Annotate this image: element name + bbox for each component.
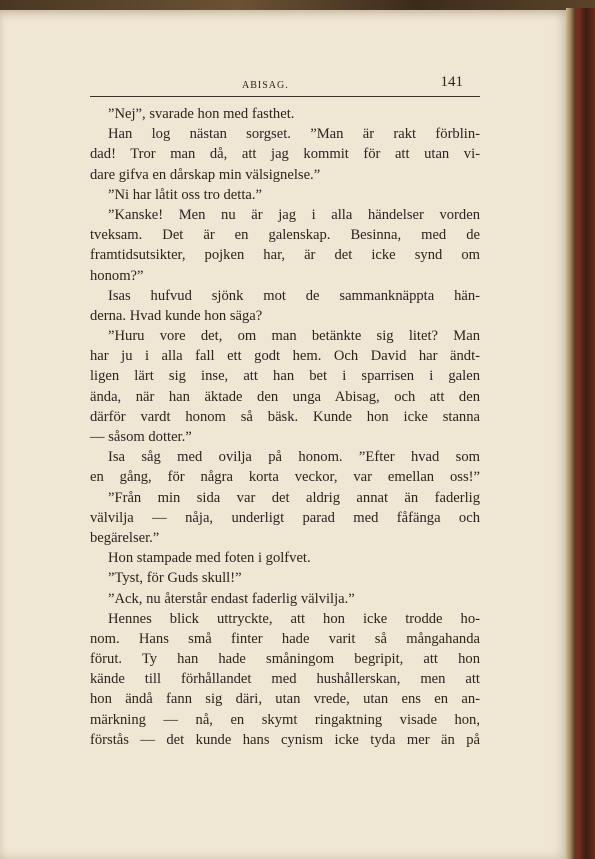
- text-line: dare gifva en dårskap min välsignelse.”: [90, 166, 321, 183]
- text-line: förstås — det kunde hans cynism icke tyda mer än på: [90, 731, 480, 748]
- text-line: ”Huru vore det, om man betänkte sig litet? Man: [108, 328, 480, 345]
- text-line: hon ändå fann sig däri, utan vrede, utan ens en an-: [90, 691, 480, 708]
- text-line: kände till förhållandet med hushållerskan, men att: [90, 671, 480, 688]
- text-line: framtidsutsikter, pojken har, är det icke synd om: [90, 247, 480, 264]
- body-text: [90, 104, 480, 750]
- text-line: Isas hufvud sjönk mot de sammanknäppta hän-: [108, 287, 480, 304]
- text-line: märkning — nå, en skymt ringaktning visade hon,: [90, 711, 480, 728]
- text-line: tveksam. Det är en galenskap. Besinna, med de: [90, 227, 480, 244]
- running-head: ABISAG.: [242, 80, 289, 91]
- text-line: en gång, för några korta veckor, var emellan oss!”: [90, 469, 480, 486]
- text-line: begärelser.”: [90, 529, 160, 546]
- text-line: derna. Hvad kunde hon säga?: [90, 307, 263, 324]
- text-line: ligen lärt sig inse, att han bet i sparrisen i galen: [90, 368, 480, 385]
- page-number: 141: [440, 74, 463, 90]
- text-line: Hon stampade med foten i golfvet.: [108, 550, 311, 567]
- text-line: välvilja — nåja, underligt parad med fåfänga och: [90, 509, 480, 526]
- text-line: har ju i alla fall ett godt hem. Och David har ändt-: [90, 348, 480, 365]
- text-line: ”Från min sida var det aldrig annat än faderlig: [108, 489, 480, 506]
- text-line: ”Ack, nu återstår endast faderlig välvilja.”: [108, 590, 355, 607]
- text-line: förut. Ty han hade småningom begripit, att hon: [90, 651, 480, 668]
- text-line: — såsom dotter.”: [90, 429, 192, 445]
- text-line: ”Kanske! Men nu är jag i alla händelser vorden: [108, 206, 480, 223]
- text-line: ”Ni har låtit oss tro detta.”: [108, 186, 262, 203]
- text-line: honom?”: [90, 267, 144, 284]
- text-line: nom. Hans små finter hade varit så mångahanda: [90, 630, 480, 647]
- page-header: [90, 74, 480, 97]
- text-line: dad! Tror man då, att jag kommit för att utan vi-: [90, 146, 480, 163]
- text-line: ”Tyst, för Guds skull!”: [108, 570, 242, 587]
- text-line: ända, när han äktade den unga Abisag, och att den: [90, 388, 480, 405]
- text-line: därför vardt honom så bäsk. Kunde hon icke stanna: [90, 408, 480, 425]
- text-line: Hennes blick uttryckte, att hon icke trodde ho-: [108, 610, 480, 627]
- text-line: Isa såg med ovilja på honom. ”Efter hvad som: [108, 449, 480, 466]
- book-spine: [566, 8, 595, 859]
- text-line: Han log nästan sorgset. ”Man är rakt förblin-: [108, 126, 480, 143]
- text-line: ”Nej”, svarade hon med fasthet.: [108, 106, 295, 122]
